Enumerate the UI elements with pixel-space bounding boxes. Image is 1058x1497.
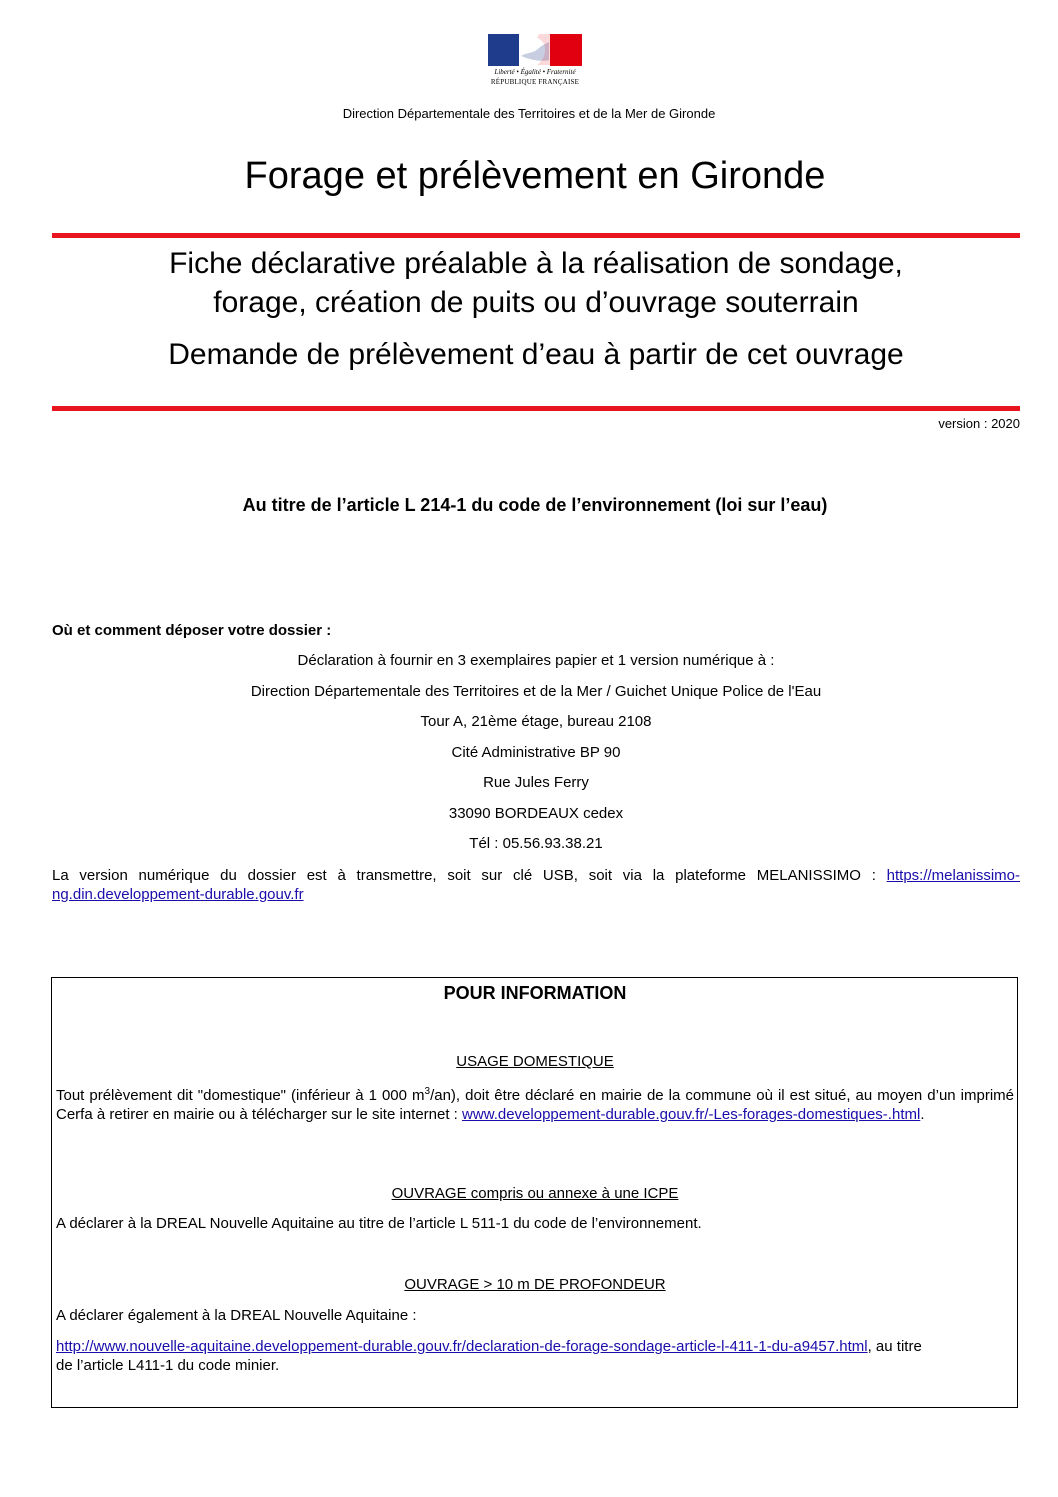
domestic-text: Tout prélèvement dit "domestique" (inférieur à 1 000 m	[56, 1087, 425, 1104]
cubic-superscript: 3	[424, 1086, 431, 1097]
subtitle-line-1: Fiche déclarative préalable à la réalisation de sondage,	[169, 247, 903, 280]
domestic-text: /an), doit être déclaré en mairie de la commune où il est situé, au moyen d’un imprimé Cerfa à retirer en mairie ou à télécharger sur le site internet :	[56, 1087, 1014, 1123]
icpe-text: A déclarer à la DREAL Nouvelle Aquitaine au titre de l’article L 511-1 du code de l’environnement.	[56, 1215, 702, 1232]
depth-heading: OUVRAGE > 10 m DE PROFONDEUR	[404, 1276, 666, 1293]
deposit-line: Rue Jules Ferry	[483, 774, 589, 791]
melanissimo-link[interactable]: https://melanissimo-ng.din.developpement-durable.gouv.fr	[52, 867, 1021, 903]
article-heading: Au titre de l’article L 214-1 du code de l’environnement (loi sur l’eau)	[242, 495, 828, 515]
republique-francaise-logo	[488, 34, 582, 88]
domestic-end: .	[920, 1106, 925, 1123]
numeric-version-paragraph	[52, 866, 1020, 904]
domestic-heading: USAGE DOMESTIQUE	[456, 1053, 614, 1070]
info-title: POUR INFORMATION	[443, 983, 627, 1003]
version-label: version : 2020	[938, 416, 1020, 431]
bottom-red-divider	[52, 406, 1020, 411]
marianne-flag-icon	[488, 34, 582, 66]
domestic-forages-link[interactable]: www.developpement-durable.gouv.fr/-Les-forages-domestiques-.html	[462, 1106, 921, 1123]
deposit-line: Tél : 05.56.93.38.21	[469, 835, 603, 852]
depth-after-text: , au titre de l’article L411-1 du code minier.	[56, 1338, 922, 1374]
subtitle-line-3: Demande de prélèvement d’eau à partir de cet ouvrage	[168, 338, 904, 371]
republique-label: RÉPUBLIQUE FRANÇAISE	[490, 78, 580, 86]
direction-label: Direction Départementale des Territoires et de la Mer de Gironde	[342, 106, 716, 121]
page-title: Forage et prélèvement en Gironde	[244, 155, 826, 197]
deposit-line: Déclaration à fournir en 3 exemplaires papier et 1 version numérique à :	[297, 652, 775, 669]
motto: Liberté • Égalité • Fraternité	[494, 68, 576, 76]
icpe-heading: OUVRAGE compris ou annexe à une ICPE	[391, 1185, 679, 1202]
deposit-line: Cité Administrative BP 90	[451, 744, 621, 761]
domestic-paragraph	[56, 1082, 1014, 1124]
deposit-line: Tour A, 21ème étage, bureau 2108	[420, 713, 652, 730]
info-box	[51, 977, 1018, 1408]
deposit-heading: Où et comment déposer votre dossier :	[52, 622, 332, 639]
subtitle-line-2: forage, création de puits ou d’ouvrage souterrain	[213, 286, 859, 319]
deposit-line: 33090 BORDEAUX cedex	[448, 805, 624, 822]
depth-paragraph	[56, 1337, 936, 1375]
depth-text: A déclarer également à la DREAL Nouvelle Aquitaine :	[56, 1307, 417, 1324]
top-red-divider	[52, 233, 1020, 238]
deposit-line: Direction Départementale des Territoires et de la Mer / Guichet Unique Police de l'Eau	[250, 683, 822, 700]
numeric-version-text: La version numérique du dossier est à transmettre, soit sur clé USB, soit via la plateforme MELANISSIMO :	[52, 867, 876, 884]
dreal-declaration-link[interactable]: http://www.nouvelle-aquitaine.developpement-durable.gouv.fr/declaration-de-forage-sondage-article-l-411-1-du-a9457.html	[56, 1338, 868, 1355]
